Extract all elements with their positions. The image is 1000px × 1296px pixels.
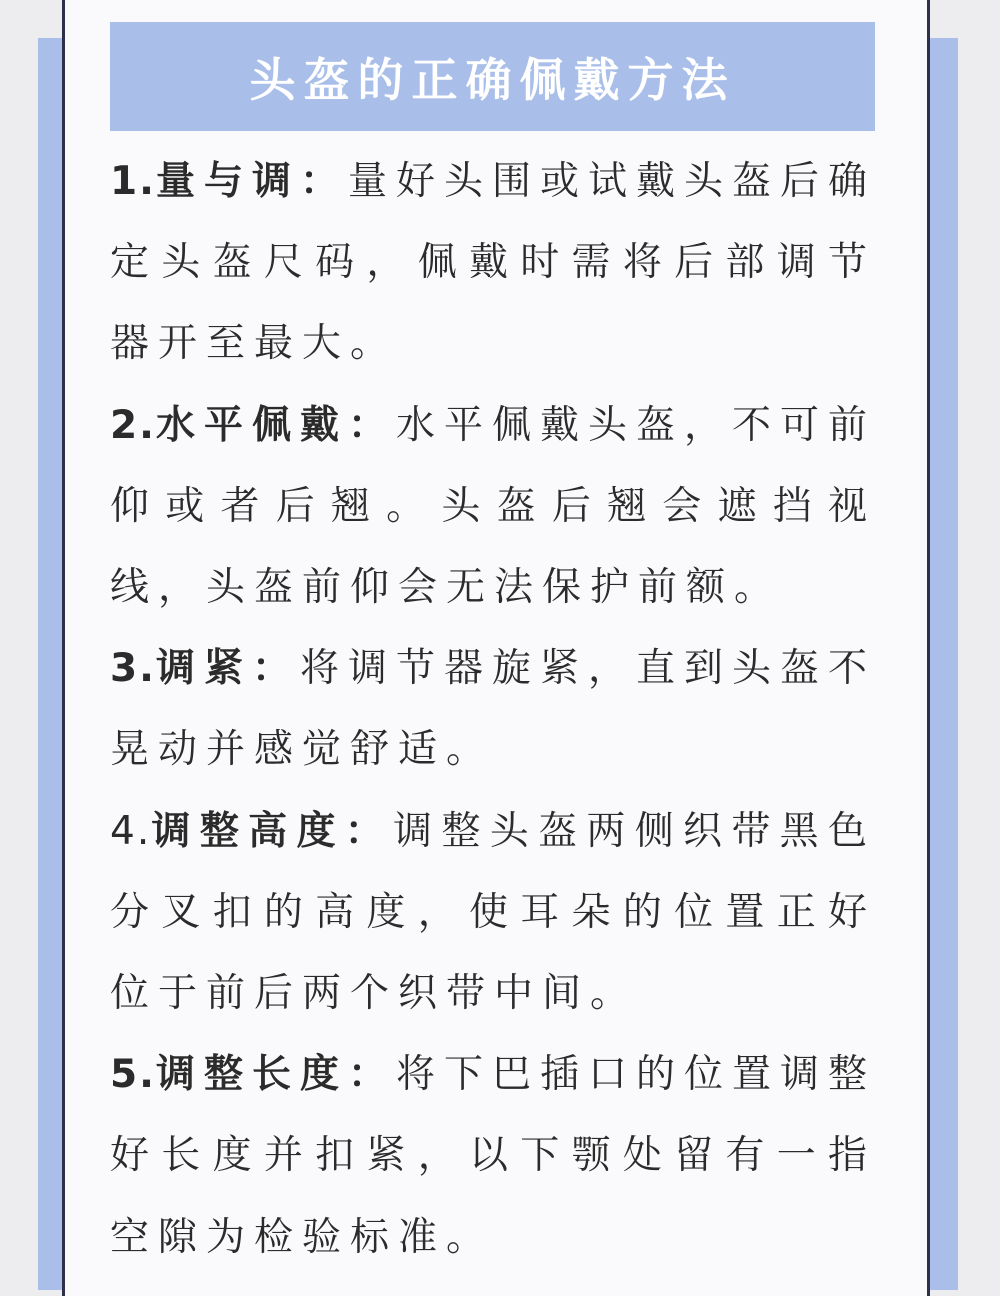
step-heading: 水平佩戴： [155, 402, 396, 448]
step-3 [110, 628, 876, 790]
step-heading: 调整长度： [155, 1052, 396, 1098]
step-number: 2. [110, 402, 156, 448]
step-number: 4. [110, 808, 152, 854]
steps-list [110, 141, 876, 1278]
step-2 [110, 385, 876, 629]
step-heading: 调整高度： [151, 808, 394, 854]
step-1 [110, 141, 876, 385]
step-4 [110, 791, 876, 1035]
step-number: 3. [110, 646, 156, 692]
step-heading: 量与调： [155, 159, 348, 204]
page-title: 头盔的正确佩戴方法 [249, 52, 736, 107]
step-body: 量好头围或试戴头盔后确定头盔尺码，佩戴时需将后部调节器开至最大。 [110, 159, 876, 367]
title-banner [110, 22, 875, 131]
step-body: 将下巴插口的位置调整好长度并扣紧，以下颚处留有一指空隙为检验标准。 [110, 1052, 876, 1260]
right-decor-strip [928, 38, 958, 1290]
step-5 [110, 1034, 876, 1278]
step-body: 调整头盔两侧织带黑色分叉扣的高度，使耳朵的位置正好位于前后两个织带中间。 [110, 808, 876, 1017]
step-number: 1. [110, 159, 156, 204]
step-number: 5. [110, 1052, 156, 1098]
step-body: 将调节器旋紧，直到头盔不晃动并感觉舒适。 [110, 646, 876, 773]
step-heading: 调紧： [155, 646, 300, 692]
step-body: 水平佩戴头盔，不可前仰或者后翘。头盔后翘会遮挡视线，头盔前仰会无法保护前额。 [110, 402, 876, 611]
